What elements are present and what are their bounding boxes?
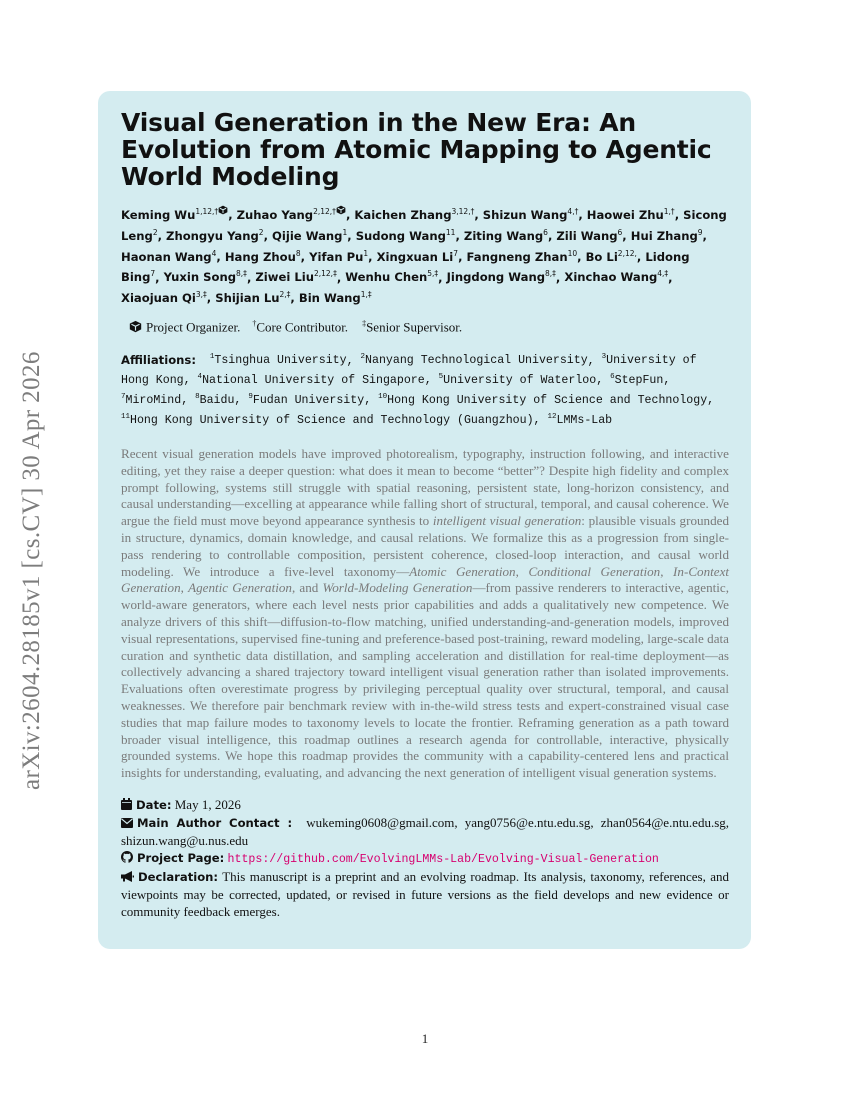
author-name: Yifan Pu: [309, 249, 364, 264]
author-name: Xinchao Wang: [564, 270, 658, 285]
abstract-text: —from passive renderers to interactive, agentic, world-aware generators, where each level nests prior capabilities and adds a qualitatively new competence. We analyze drivers of this shift—diffusion-to-flow matching, unified understanding-and-generation models, improved visual representations, supervised fine-tuning and preference-based post-training, reward modeling, large-scale data curation and synthetic data distillation, and sampling acceleration and distillation for real-time deployment—as collectively advancing a shared trajectory toward intelligent visual generation rather than isolated improvements. Evaluations often overestimate progress by privileging perceptual quality over structural, temporal, and causal weaknesses. We therefore pair benchmark review with in-the-wild stress tests and expert-constrained visual case studies that map failure modes to taxonomy levels to locate the frontier. Reframing generation as a path toward broader visual intelligence, this roadmap outlines a research agenda for controllable, interactive, physically grounded systems. We hope this roadmap provides the community with a capability-centered lens and practical insights for understanding, evaluating, and advancing the next generation of intelligent visual generation systems.: [121, 580, 729, 781]
supervisor-legend: Senior Supervisor.: [366, 319, 463, 335]
paper-title: Visual Generation in the New Era: An Evolution from Atomic Mapping to Agentic World Modeling: [121, 108, 712, 191]
author-list: Keming $Wu^{1,12,\dagger}$ , Zuhao Yang$^{2,12,\dagger}$ , Kaichen Zhang$^{3,12,\dagger}$, Shizun Wang$^{4,\dagger}$, Haowei Zhu$^{1,\dagger}$, Sicong Leng$^2$, Zhongyu Yang$^2$, Qijie Wang$^1$, Sudong Wang$^{11}$, Ziting Wang$^6$, Zili Wang$^6$, Hui Zhang$^9$, Haonan Wang$^4$, Hang Zhou$^8$, Yifan Pu$^1$, Xingxuan Li$^7$, Fangneng Zhan$^{10}$, Bo $Li^{2,12,}$, Lidong Bing$^7$, Yuxin Song$^{8,\ddagger}$, Ziwei Liu$^{2,12,\ddagger}$, Wenhu Chen$^{5,\ddagger}$, Jingdong Wang$^{8,\ddagger}$, Xinchao Wang$^{4,\ddagger}$, Xiaojuan $Qi^{3,\ddagger}$, Shijian $Lu^{2,\ddagger}$, Bin Wang$^{1,\ddagger}$: [121, 203, 729, 307]
affiliation: [361, 354, 588, 367]
author-name: Qijie Wang: [272, 228, 343, 243]
author-name: Zuhao Yang: [236, 207, 314, 222]
author-affiliation-marks: 2: [152, 227, 158, 237]
abstract-text: ,: [515, 563, 529, 579]
envelope-icon: [121, 818, 133, 828]
abstract-text: ,: [180, 580, 189, 596]
author: [215, 291, 290, 305]
author-affiliation-marks: 2,‡: [279, 290, 291, 300]
affiliation-number: 8: [195, 393, 200, 402]
role-legend: [129, 319, 729, 335]
author-name: Zhongyu Yang: [166, 228, 259, 243]
declaration-line: [121, 868, 729, 920]
affiliation-name: Tsinghua University: [214, 354, 347, 368]
affiliation-list: $^1$Tsinghua University, $^2$Nanyang Technological University, $^3$University of Hong Kong, $^4$National University of Singapore, $^5$University of Waterloo, $^6$StepFun, $^7$MiroMind, $^8$Baidu, $^9$Fudan University, $^{10}$Hong Kong University of Science and Technology, $^{11}$Hong Kong University of Science and Technology (Guangzhou), $^{12}$LMMs-Lab: [121, 353, 715, 428]
affiliation-number: 6: [610, 373, 615, 382]
affiliation-number: 2: [360, 353, 366, 362]
author-affiliation-marks: 6: [543, 227, 548, 237]
abstract-emphasis: intelligent visual generation: [432, 513, 582, 529]
affiliation-name: Hong Kong University of Science and Technology (Guangzhou): [130, 414, 534, 428]
author-affiliation-marks: 2,12,†: [313, 207, 336, 216]
contact-line: [121, 814, 729, 849]
author: [255, 270, 336, 284]
author-name: Sicong Leng: [121, 207, 727, 243]
calendar-icon: [121, 798, 132, 810]
organizer-legend: Project Organizer.: [146, 319, 241, 335]
author-name: Zili Wang: [556, 228, 618, 243]
contributor-mark: †: [252, 319, 257, 329]
author-name: Sudong Wang: [355, 228, 446, 243]
affiliation-number: 1: [209, 353, 215, 362]
author-name: Xiaojuan Qi: [121, 291, 196, 306]
affiliation: [121, 394, 181, 407]
affiliation-number: 11: [121, 413, 131, 422]
author-affiliation-marks: 3,‡: [195, 290, 207, 300]
affiliation-name: Hong Kong University of Science and Technology: [387, 394, 708, 408]
author-affiliation-marks: 7: [453, 248, 459, 258]
author-affiliation-marks: 9: [697, 227, 703, 237]
affiliation: [195, 394, 234, 407]
author-affiliation-marks: 8: [295, 248, 301, 258]
affiliation-number: 5: [438, 373, 444, 382]
author-affiliation-marks: 8,‡: [545, 269, 556, 279]
github-icon: [121, 851, 133, 863]
declaration-text: This manuscript is a preprint and an evolving roadmap. Its analysis, taxonomy, references, and viewpoints may be corrected, updated, or revised in future versions as the field develops and new evidence or community feedback emerges.: [121, 869, 729, 919]
author-affiliation-marks: 6: [617, 227, 623, 237]
author-name: Ziting Wang: [463, 228, 544, 243]
author: [166, 229, 264, 243]
affiliation: [248, 394, 364, 407]
author-affiliation-marks: 11: [445, 227, 456, 237]
date-line: [121, 796, 729, 814]
author-name: Yuxin Song: [163, 270, 237, 285]
cube-icon: [218, 205, 228, 215]
author-name: Hui Zhang: [630, 228, 698, 243]
cube-icon: [336, 205, 346, 215]
affiliation-number: 4: [197, 373, 203, 382]
author: [464, 229, 548, 243]
author-affiliation-marks: 1: [342, 227, 348, 237]
author-name: Hang Zhou: [224, 249, 296, 264]
affiliation: [439, 374, 597, 387]
author-affiliation-marks: 5,‡: [427, 269, 439, 279]
contributor-legend: Core Contributor.: [256, 319, 349, 335]
affiliation: [378, 394, 707, 407]
author-affiliation-marks: 3,12,†: [451, 207, 475, 216]
affiliation-number: 7: [121, 393, 126, 402]
author: [377, 250, 458, 264]
author-name: Bin Wang: [298, 291, 361, 306]
abstract-text: ,: [660, 563, 674, 579]
contact-emails[interactable]: wukeming0608@gmail.com, yang0756@e.ntu.edu.sg, zhan0564@e.ntu.edu.sg, shizun.wang@u.nus.edu: [121, 815, 730, 848]
affiliation-name: Fudan University: [252, 394, 365, 408]
affiliation-number: 3: [601, 353, 607, 362]
author-name: Xingxuan Li: [376, 249, 454, 264]
date-label: Date:: [136, 798, 172, 812]
author-name: Haowei Zhu: [586, 207, 664, 222]
abstract: [121, 446, 729, 782]
affiliation-number: 12: [547, 413, 557, 422]
author: [586, 250, 637, 264]
affiliation-name: University of Waterloo: [443, 374, 597, 388]
author-name: Haonan Wang: [121, 249, 212, 264]
affiliation-number: 9: [248, 393, 253, 402]
author: [345, 270, 438, 284]
project-label: Project Page:: [137, 851, 225, 865]
author: [587, 208, 675, 222]
author-affiliation-marks: 1,†: [663, 207, 675, 216]
author-name: Kaichen Zhang: [354, 207, 452, 222]
contact-label: Main Author Contact :: [137, 816, 293, 830]
author-affiliation-marks: 8,‡: [236, 269, 247, 279]
author: [121, 208, 228, 222]
author-affiliation-marks: 1: [363, 248, 369, 258]
author-name: Shijian Lu: [215, 291, 280, 306]
author-affiliation-marks: 1,12,†: [195, 207, 219, 216]
author-affiliation-marks: 7: [150, 269, 156, 279]
affiliation-name: National University of Singapore: [202, 374, 425, 388]
author-name: Fangneng Zhan: [466, 249, 568, 264]
affiliations-label: Affiliations: [121, 352, 192, 367]
taxonomy-level: World-Modeling Generation: [322, 580, 473, 596]
author-name: Shizun Wang: [482, 207, 568, 222]
abstract-text: Recent visual generation models have improved photorealism, typography, instruction following, and interactive editing, yet they raise a deeper question: what does it mean to become “better”? Despite high fidelity and complex prompt following, systems still struggle with spatial reasoning, persistent state, long-horizon consistency, and causal understanding—excelling at appearance while falling short of structural, temporal, and causal coherence. We argue the field must move beyond appearance synthesis to: [121, 446, 729, 529]
affiliation-name: StepFun: [614, 374, 664, 388]
author: [447, 270, 556, 284]
author: [121, 291, 207, 305]
author: [356, 229, 456, 243]
affiliation: [547, 414, 612, 427]
abstract-text: , and: [291, 580, 323, 596]
project-link[interactable]: https://github.com/EvolvingLMMs-Lab/Evolving-Visual-Generation: [227, 853, 659, 866]
author: [309, 250, 368, 264]
affiliation-name: LMMs-Lab: [556, 414, 613, 428]
author-affiliation-marks: 2,12,‡: [313, 269, 337, 279]
author: [299, 291, 372, 305]
author-name: Lidong Bing: [121, 249, 690, 285]
cube-icon: [129, 320, 142, 333]
title-card: [98, 91, 751, 949]
affiliation-name: University of Hong Kong: [121, 354, 697, 388]
affiliation-name: MiroMind: [125, 394, 182, 408]
affiliation: [610, 374, 663, 387]
taxonomy-level: Conditional Generation: [528, 563, 661, 579]
author-name: Jingdong Wang: [446, 270, 546, 285]
author-name: Keming Wu: [121, 207, 196, 222]
arxiv-stamp: arXiv:2604.28185v1 [cs.CV] 30 Apr 2026: [18, 351, 45, 790]
author-name: Wenhu Chen: [345, 270, 428, 285]
megaphone-icon: [121, 871, 134, 882]
page-number: 1: [421, 1031, 429, 1046]
affiliation-name: Nanyang Technological University: [365, 354, 588, 368]
supervisor-mark: ‡: [362, 319, 367, 329]
author: [164, 270, 247, 284]
affiliations: Affiliations: $^1$Tsinghua University, $^2$Nanyang Technological University, $^3$University of Hong Kong, $^4$National University of Singapore, $^5$University of Waterloo, $^6$StepFun, $^7$MiroMind, $^8$Baidu, $^9$Fudan University, $^{10}$Hong Kong University of Science and Technology, $^{11}$Hong Kong University of Science and Technology (Guangzhou), $^{12}$LMMs-Lab: [121, 352, 715, 428]
affiliation-name: Baidu: [199, 394, 235, 408]
author-name: Bo Li: [585, 249, 618, 264]
author: [631, 229, 703, 243]
affiliation: [121, 414, 534, 427]
author-affiliation-marks: 10: [567, 248, 578, 258]
author-affiliation-marks: 4: [211, 248, 217, 258]
author: [272, 229, 347, 243]
project-line: [121, 849, 729, 868]
taxonomy-level: In-Context Generation: [121, 563, 730, 596]
author-name: Ziwei Liu: [255, 270, 314, 285]
taxonomy-level: Agentic Generation: [188, 580, 292, 596]
author-affiliation-marks: 2: [258, 227, 264, 237]
affiliation-number: 10: [378, 393, 388, 402]
author-affiliation-marks: 2,12,: [617, 248, 637, 258]
abstract-text: : plausible visuals grounded in structure, dynamics, domain knowledge, and causal relations. We formalize this as a progression from single-pass rendering to controllable composition, persistent coherence, closed-loop interaction, and causal world modeling. We introduce a five-level taxonomy—: [121, 513, 729, 579]
author: [483, 208, 579, 222]
author: [467, 250, 578, 264]
date-value: May 1, 2026: [174, 797, 241, 812]
paper-meta: [121, 796, 729, 920]
affiliation: [210, 354, 347, 367]
author: [225, 250, 301, 264]
author: [237, 208, 346, 222]
author: [354, 208, 474, 222]
author-affiliation-marks: 1,‡: [360, 290, 372, 300]
author: [564, 270, 668, 284]
taxonomy-level: Atomic Generation: [409, 563, 516, 579]
author-affiliation-marks: 4,†: [567, 207, 579, 216]
author-affiliation-marks: 4,‡: [657, 269, 669, 279]
affiliation: [198, 374, 425, 387]
author: [556, 229, 622, 243]
author: [121, 250, 216, 264]
declaration-label: Declaration:: [138, 870, 219, 884]
